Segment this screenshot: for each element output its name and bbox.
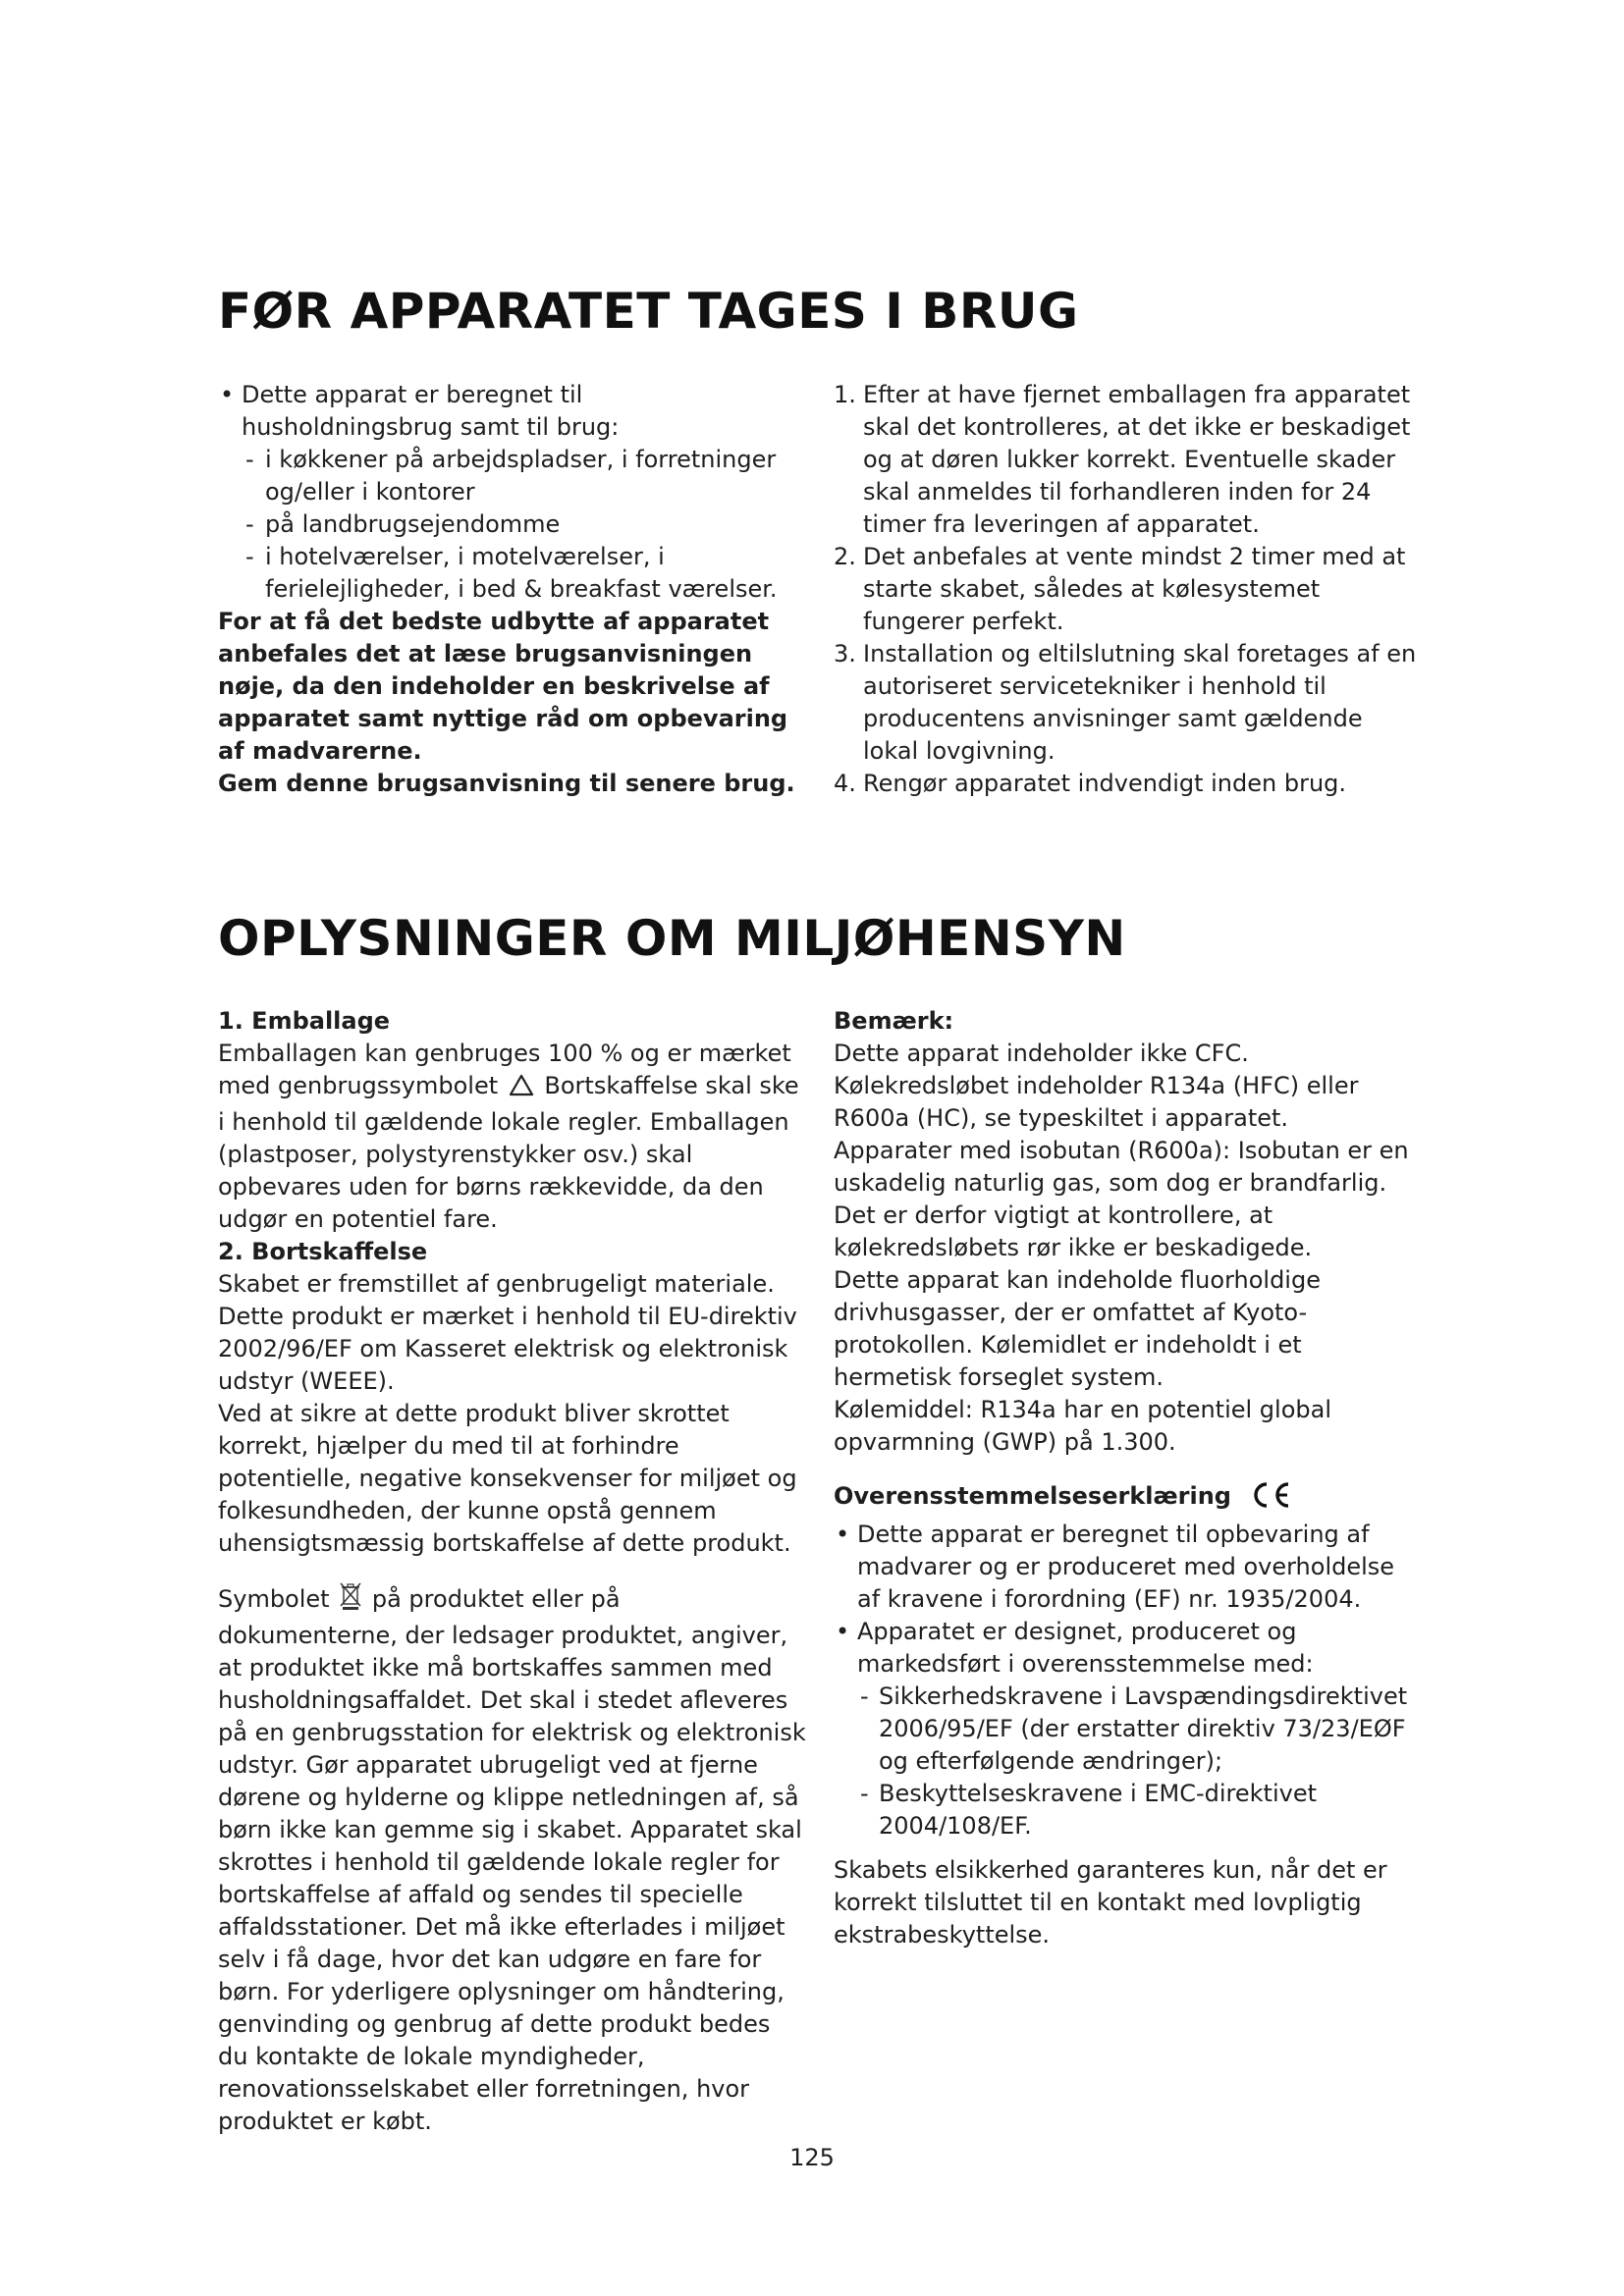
environment-left-column xyxy=(218,1005,807,2138)
note-paragraph: Dette apparat indeholder ikke CFC. xyxy=(834,1040,1249,1067)
electrical-safety-note: Skabets elsikkerhed garanteres kun, når det er korrekt tilsluttet til en kontakt med lovpligtig ekstrabeskyttelse. xyxy=(834,1856,1387,1949)
disposal-paragraph: Skabet er fremstillet af genbrugeligt materiale. xyxy=(218,1270,775,1298)
disposal-heading: 2. Bortskaffelse xyxy=(218,1238,428,1265)
packaging-heading: 1. Emballage xyxy=(218,1007,391,1035)
intended-use-bullet xyxy=(218,379,797,606)
conformity-heading: Overensstemmelseserklæring xyxy=(834,1480,1423,1519)
weee-bin-icon xyxy=(340,1581,361,1620)
use-item: - i hotelværelser, i motelværelser, i ferielejligheder, i bed & breakfast værelser. xyxy=(218,541,797,606)
before-use-left-column xyxy=(218,379,797,800)
conformity-bullet: • Dette apparat er beregnet til opbevaring af madvarer og er produceret med overholdelse af kravene i forordning (EF) nr. 1935/2004. xyxy=(834,1519,1423,1616)
bold-keep-manual: Gem denne brugsanvisning til senere brug. xyxy=(218,770,795,797)
conformity-bullet: • Apparatet er designet, produceret og markedsført i overensstemmelse med: - Sikkerhedskravene i Lavspændingsdirektivet 2006/95/EF (der erstatter direktiv 73/23/EØF og efterfølgende ændringer); - Beskyttelseskravene i EMC-direktivet 2004/108/EF. xyxy=(834,1616,1423,1842)
note-heading: Bemærk: xyxy=(834,1007,954,1035)
note-paragraph: Kølekredsløbet indeholder R134a (HFC) eller R600a (HC), se typeskiltet i apparatet. xyxy=(834,1072,1359,1132)
step-item: 1. Efter at have fjernet emballagen fra apparatet skal det kontrolleres, at det ikke er beskadiget og at døren lukker korrekt. Eventuelle skader skal anmeldes til forhandleren inden for 24 timer fra leveringen af apparatet. xyxy=(834,381,1411,538)
environment-right-column xyxy=(834,1005,1423,1951)
intended-use-text: Dette apparat er beregnet til husholdningsbrug samt til brug: xyxy=(242,381,620,441)
directive-item: - Beskyttelseskravene i EMC-direktivet 2004/108/EF. xyxy=(834,1778,1423,1842)
section-title-environment: OPLYSNINGER OM MILJØHENSYN xyxy=(218,910,1126,967)
before-use-steps xyxy=(834,379,1423,800)
step-item: 3. Installation og eltilslutning skal foretages af en autoriseret servicetekniker i henhold til producentens anvisninger samt gældende lokal lovgivning. xyxy=(834,640,1417,765)
section-title-before-use: FØR APPARATET TAGES I BRUG xyxy=(218,283,1079,340)
note-paragraph: Kølemiddel: R134a har en potentiel global opvarmning (GWP) på 1.300. xyxy=(834,1396,1331,1456)
use-item: - på landbrugsejendomme xyxy=(218,508,797,541)
page-number: 125 xyxy=(789,2144,835,2171)
disposal-paragraph: Ved at sikre at dette produkt bliver skrottet korrekt, hjælper du med til at forhindre potentielle, negative konsekvenser for miljøet og folkesundheden, der kunne opstå gennem uhensigtsmæssig bortskaffelse af dette produkt. xyxy=(218,1400,797,1557)
step-item: 4. Rengør apparatet indvendigt inden brug. xyxy=(834,770,1347,797)
packaging-text: Emballagen kan genbruges 100 % og er mærket med genbrugssymbolet Bortskaffelse skal ske i henhold til gældende lokale regler. Emballagen (plastposer, polystyrenstykker osv.) skal opbevares uden for børns rækkevidde, da den udgør en potentiel fare. xyxy=(218,1040,799,1233)
note-paragraph: Dette apparat kan indeholde fluorholdige drivhusgasser, der er omfattet af Kyoto-protokollen. Kølemidlet er indeholdt i et hermetisk forseglet system. xyxy=(834,1266,1321,1391)
ce-mark-icon xyxy=(1249,1480,1292,1519)
note-paragraph: Apparater med isobutan (R600a): Isobutan er en uskadelig naturlig gas, som dog er brandfarlig. Det er derfor vigtigt at kontrollere, at kølekredsløbets rør ikke er beskadigede. xyxy=(834,1137,1409,1261)
disposal-paragraph: Dette produkt er mærket i henhold til EU-direktiv 2002/96/EF om Kasseret elektrisk og elektronisk udstyr (WEEE). xyxy=(218,1303,797,1395)
weee-paragraph: Symbolet på produktet eller på dokumenterne, der ledsager produktet, angiver, at produktet ikke må bortskaffes sammen med husholdningsaffaldet. Det skal i stedet afleveres på en genbrugsstation for elektrisk og elektronisk udstyr. Gør apparatet ubrugeligt ved at fjerne dørene og hylderne og klippe netledningen af, så børn ikke kan gemme sig i skabet. Apparatet skal skrottes i henhold til gældende lokale regler for bortskaffelse af affald og sendes til specielle affaldsstationer. Det må ikke efterlades i miljøet selv i få dage, hvor det kan udgøre en fare for børn. For yderligere oplysninger om håndtering, genvinding og genbrug af dette produkt bedes du kontakte de lokale myndigheder, renovationsselskabet eller forretningen, hvor produktet er købt. xyxy=(218,1581,807,2138)
recycling-icon xyxy=(509,1074,534,1106)
bold-advice: For at få det bedste udbytte af apparatet anbefales det at læse brugsanvisningen nøje, da den indeholder en beskrivelse af apparatet samt nyttige råd om opbevaring af madvarerne. xyxy=(218,608,788,765)
use-item: - i køkkener på arbejdspladser, i forretninger og/eller i kontorer xyxy=(218,444,797,508)
directive-item: - Sikkerhedskravene i Lavspændingsdirektivet 2006/95/EF (der erstatter direktiv 73/23/EØF og efterfølgende ændringer); xyxy=(834,1681,1423,1778)
step-item: 2. Det anbefales at vente mindst 2 timer med at starte skabet, således at kølesystemet fungerer perfekt. xyxy=(834,543,1406,635)
